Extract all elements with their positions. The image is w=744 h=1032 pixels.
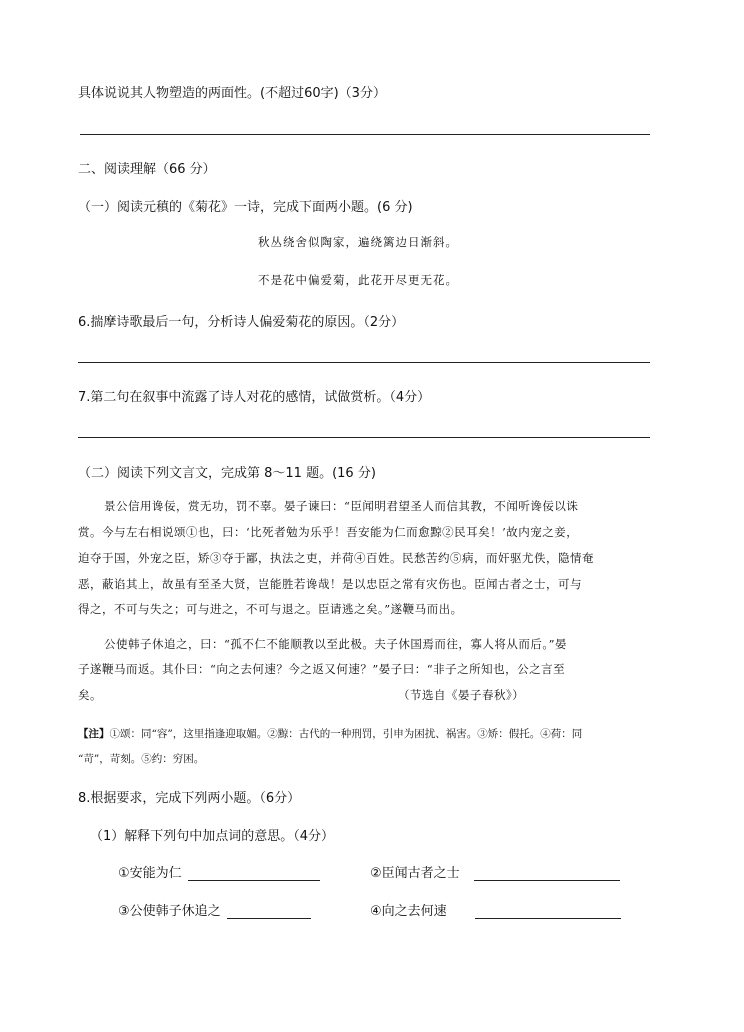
passage-line: 恶，蔽谄其上，故虽有至圣大贤，岂能胜若谗哉！是以忠臣之常有灾伤也。臣闻古者之士，可与 (78, 577, 582, 591)
poem-line-2: 不是花中偏爱菊，此花开尽更无花。 (258, 273, 458, 287)
item-2-answer-blank[interactable] (474, 866, 620, 881)
item-4 (370, 900, 621, 919)
passage-line: 公使韩子休追之，曰：“孤不仁不能顺教以至此极。夫子休国焉而往，寡人将从而后。”晏 (104, 637, 568, 651)
item-1-label: ①安能为仁 (118, 866, 182, 881)
passage-line: 得之，不可与失之；可与进之，不可与退之。臣请逃之矣。”遂鞭马而出。 (78, 602, 463, 616)
q7-answer-line[interactable] (78, 437, 650, 438)
annotation-label: 【注】 (78, 728, 110, 740)
q5-answer-line[interactable] (80, 134, 650, 135)
annotation-line-2: “苛”，苛刻。⑤约：穷困。 (78, 753, 205, 765)
item-3 (118, 900, 311, 919)
passage-source: （节选自《晏子春秋》） (398, 688, 525, 702)
part1-heading: （一）阅读元稹的《菊花》一诗，完成下面两小题。(6 分) (78, 200, 413, 215)
question-8-part-1: （1）解释下列句中加点词的意思。（4分） (90, 829, 335, 844)
question-7: 7.第二句在叙事中流露了诗人对花的感情，试做赏析。（4分） (78, 390, 431, 405)
item-4-label: ④向之去何速 (370, 904, 447, 919)
part2-heading: （二）阅读下列文言文，完成第 8～11 题。(16 分) (78, 466, 376, 481)
q5-instruction-tail: 具体说说其人物塑造的两面性。(不超过60字)（3分） (78, 86, 386, 101)
annotation-text: ①颂：同“容”，这里指逢迎取媚。②黥：古代的一种刑罚，引申为困扰、祸害。③矫：假托。④荷：同 (109, 728, 583, 740)
section2-heading: 二、阅读理解（66 分） (78, 162, 216, 177)
annotation-line-1 (78, 726, 582, 741)
item-2-label: ②臣闻古者之士 (370, 866, 460, 881)
question-8: 8.根据要求，完成下列两小题。（6分） (78, 791, 301, 806)
passage-line: 赏。今与左右相说颂①也，曰：‘比死者勉为乐乎！吾安能为仁而愈黥②民耳矣！’故内宠之妾， (78, 525, 579, 539)
item-2 (370, 862, 620, 881)
question-6: 6.揣摩诗歌最后一句，分析诗人偏爱菊花的原因。（2分） (78, 315, 405, 330)
passage-line: 矣。 (78, 688, 102, 702)
poem-line-1: 秋丛绕舍似陶家，遍绕篱边日渐斜。 (258, 235, 458, 249)
passage-line: 景公信用谗佞，赏无功，罚不辜。晏子谏曰：“臣闻明君望圣人而信其教，不闻听谗佞以诛 (104, 499, 579, 513)
item-3-label: ③公使韩子休追之 (118, 904, 221, 919)
item-3-answer-blank[interactable] (227, 904, 311, 919)
passage-line: 迫夺于国，外宠之臣，矫③夺于鄙，执法之吏，并荷④百姓。民愁苦约⑤病，而奸驱尤佚，隐情奄 (78, 551, 594, 565)
item-1-answer-blank[interactable] (188, 866, 320, 881)
q6-answer-line[interactable] (78, 362, 650, 363)
item-1 (118, 862, 320, 881)
item-4-answer-blank[interactable] (475, 904, 621, 919)
passage-line: 子遂鞭马而返。其仆曰：“向之去何速？今之返又何速？”晏子曰：“非子之所知也，公之言至 (78, 662, 566, 676)
